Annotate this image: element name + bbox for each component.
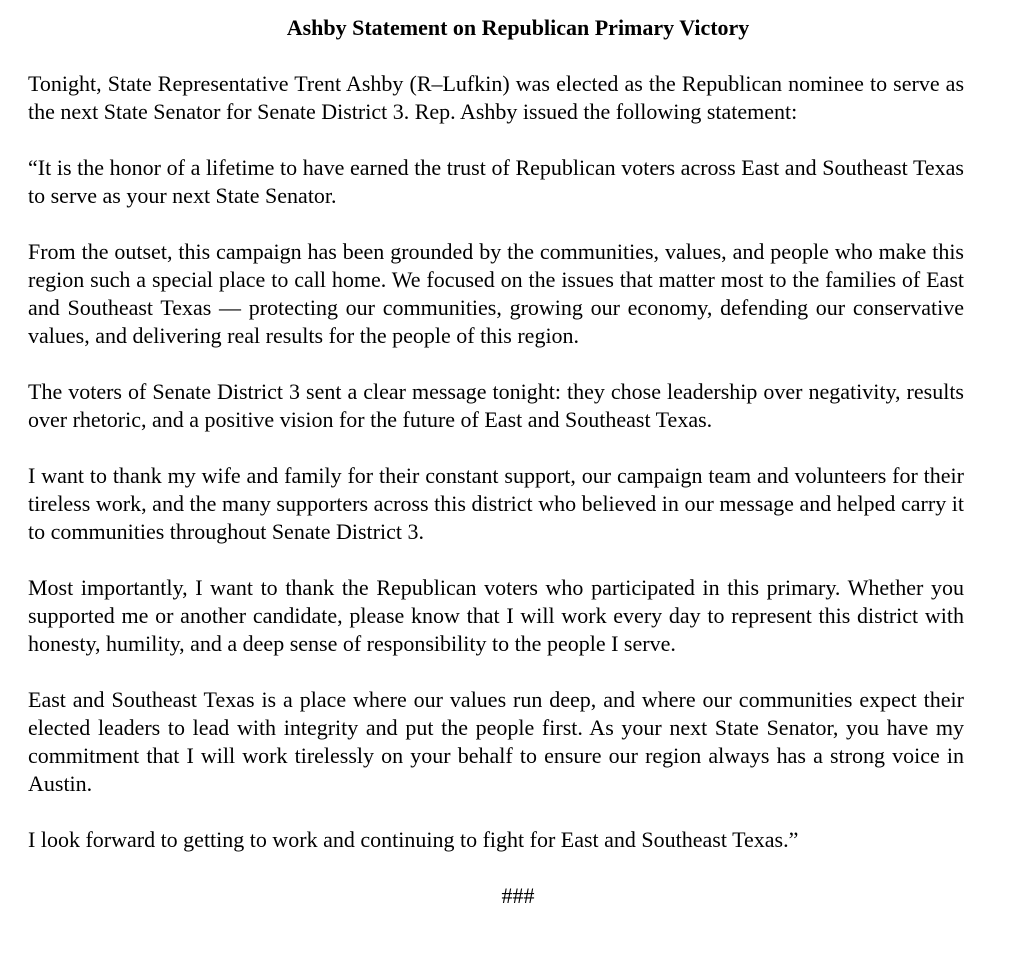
end-mark: ### (501, 883, 535, 908)
paragraph-intro: Tonight, State Representative Trent Ashby (R–Lufkin) was elected as the Republican nominee to serve as the next State Senator for Senate District 3. Rep. Ashby issued the following statement: (28, 71, 964, 124)
paragraph-closing: I look forward to getting to work and continuing to fight for East and Southeast Texas.” (28, 827, 799, 852)
statement-title: Ashby Statement on Republican Primary Victory (286, 15, 750, 40)
paragraph-campaign: From the outset, this campaign has been grounded by the communities, values, and people who make this region such a special place to call home. We focused on the issues that matter most to the families of East and Southeast Texas — protecting our communities, growing our economy, defending our conservative values, and delivering real results for the people of this region. (28, 239, 964, 348)
paragraph-commitment: East and Southeast Texas is a place where our values run deep, and where our communities expect their elected leaders to lead with integrity and put the people first. As your next State Senator, you have my commitment that I will work tirelessly on your behalf to ensure our region always has a strong voice in Austin. (28, 687, 964, 796)
paragraph-voters-message: The voters of Senate District 3 sent a clear message tonight: they chose leadership over negativity, results over rhetoric, and a positive vision for the future of East and Southeast Texas. (28, 379, 964, 432)
paragraph-honor: “It is the honor of a lifetime to have earned the trust of Republican voters across East and Southeast Texas to serve as your next State Senator. (28, 155, 964, 208)
paragraph-republican-voters: Most importantly, I want to thank the Republican voters who participated in this primary. Whether you supported me or another candidate, please know that I will work every day to represent this district with honesty, humility, and a deep sense of responsibility to the people I serve. (28, 575, 964, 656)
paragraph-thanks: I want to thank my wife and family for their constant support, our campaign team and volunteers for their tireless work, and the many supporters across this district who believed in our message and helped carry it to communities throughout Senate District 3. (28, 463, 964, 544)
